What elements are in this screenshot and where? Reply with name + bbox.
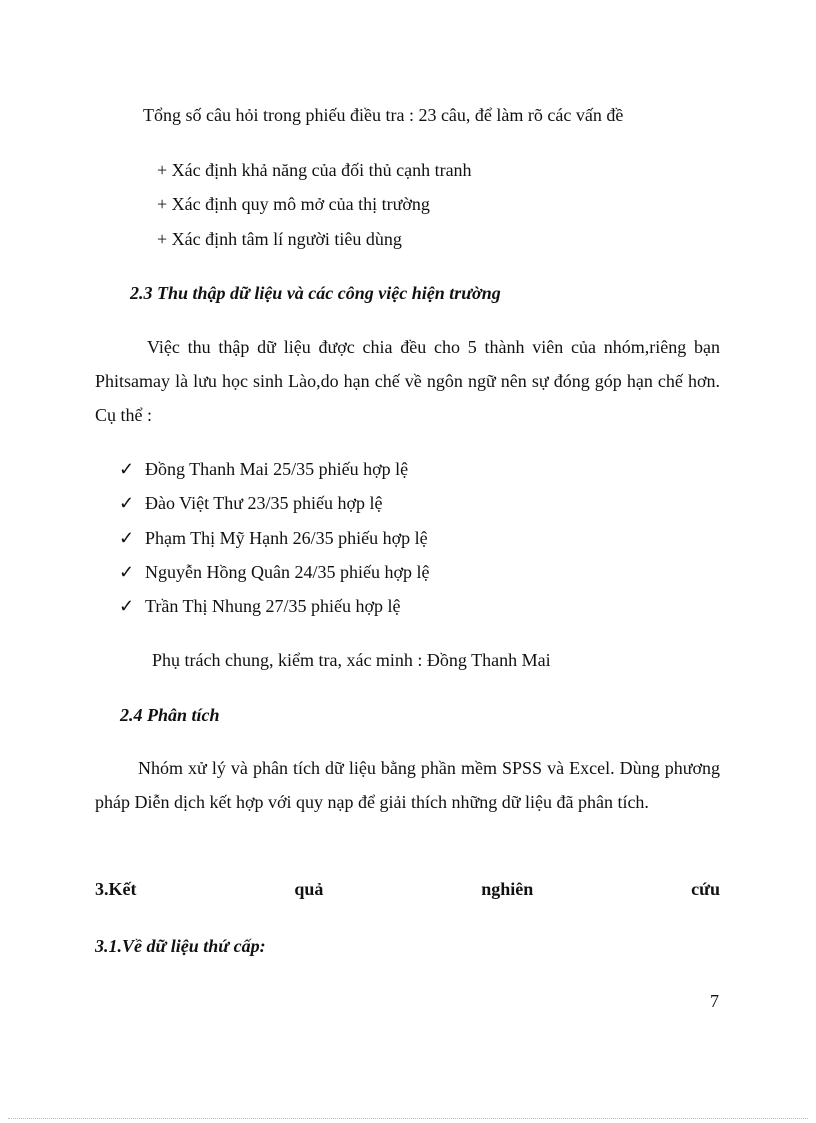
checklist-item-label: Phạm Thị Mỹ Hạnh 26/35 phiếu hợp lệ — [145, 528, 428, 548]
section-2-3-heading: 2.3 Thu thập dữ liệu và các công việc hiện trường — [130, 283, 501, 303]
section-2-4-heading: 2.4 Phân tích — [120, 705, 220, 725]
plus-item-2: + Xác định quy mô mở của thị trường — [157, 194, 430, 214]
page-number: 7 — [710, 991, 719, 1011]
checkmark-icon: ✓ — [119, 528, 135, 548]
intro-line: Tổng số câu hỏi trong phiếu điều tra : 23 câu, để làm rõ các vấn đề — [143, 105, 624, 125]
checklist-item-5 — [119, 597, 401, 615]
section-3-1-heading: 3.1.Về dữ liệu thứ cấp: — [95, 936, 266, 956]
plus-item-1: + Xác định khả năng của đối thủ cạnh tranh — [157, 160, 472, 180]
page-bottom-divider — [8, 1118, 808, 1119]
checklist-item-3 — [119, 529, 428, 547]
checklist-item-label: Đồng Thanh Mai 25/35 phiếu hợp lệ — [145, 459, 409, 479]
checklist-item-1 — [119, 460, 408, 478]
checklist-item-2 — [119, 494, 383, 512]
checkmark-icon: ✓ — [119, 493, 135, 513]
section-3-heading — [95, 880, 720, 898]
checkmark-icon: ✓ — [119, 562, 135, 582]
section-3-word: quả — [294, 879, 324, 899]
section-2-3-paragraph: Việc thu thập dữ liệu được chia đều cho 5 thành viên của nhóm,riêng bạn Phitsamay là lưu học sinh Lào,do hạn chế về ngôn ngữ nên sự đóng góp hạn chế hơn. Cụ thể : — [95, 337, 720, 425]
checklist-item-label: Đào Việt Thư 23/35 phiếu hợp lệ — [145, 493, 383, 513]
section-3-word: nghiên — [481, 879, 534, 899]
plus-item-3: + Xác định tâm lí người tiêu dùng — [157, 229, 402, 249]
section-3-word: 3.Kết — [95, 879, 137, 899]
checkmark-icon: ✓ — [119, 596, 135, 616]
checkmark-icon: ✓ — [119, 459, 135, 479]
supervisor-line: Phụ trách chung, kiểm tra, xác minh : Đồng Thanh Mai — [152, 650, 551, 670]
section-2-4-paragraph: Nhóm xử lý và phân tích dữ liệu bằng phần mềm SPSS và Excel. Dùng phương pháp Diễn dịch kết hợp với quy nạp để giải thích những dữ liệu đã phân tích. — [95, 758, 720, 812]
section-3-word: cứu — [691, 879, 720, 899]
checklist-item-label: Trần Thị Nhung 27/35 phiếu hợp lệ — [145, 596, 401, 616]
checklist-item-4 — [119, 563, 429, 581]
checklist-item-label: Nguyễn Hồng Quân 24/35 phiếu hợp lệ — [145, 562, 430, 582]
